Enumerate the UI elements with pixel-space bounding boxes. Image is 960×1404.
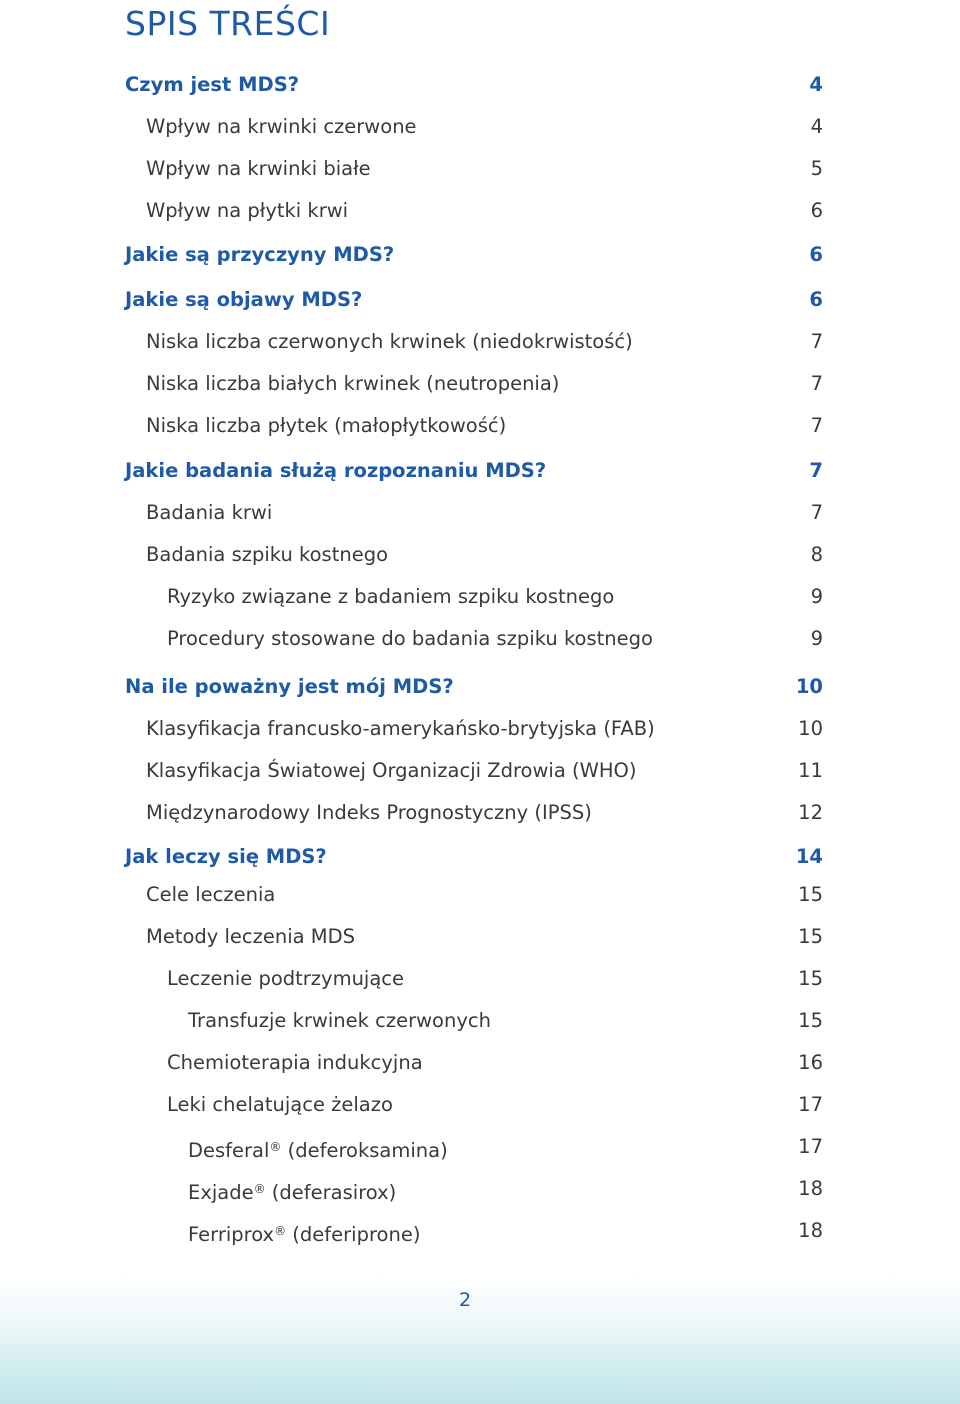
toc-entry[interactable]: [0, 842, 960, 872]
toc-entry-title-text: Metody leczenia MDS: [146, 925, 356, 948]
toc-entry-title: [167, 624, 653, 654]
toc-entry-page-number: 12: [798, 801, 823, 824]
toc-entry-title-text: Leki chelatujące żelazo: [167, 1093, 393, 1116]
toc-entry-title: [167, 1090, 393, 1120]
toc-entry-title-text: Cele leczenia: [146, 883, 276, 906]
toc-entry-title: [125, 456, 546, 486]
toc-entry-title: [188, 1174, 396, 1208]
page-title: SPIS TREŚCI: [125, 4, 331, 43]
toc-entry-title-text: Badania krwi: [146, 501, 273, 524]
toc-entry-page-number: 4: [809, 73, 823, 96]
toc-entry-page-number: 18: [798, 1177, 823, 1200]
toc-entry-page-number: 8: [810, 543, 823, 566]
toc-entry-page-number: 17: [798, 1135, 823, 1158]
toc-entry-page-number: 9: [810, 585, 823, 608]
toc-entry-title: [146, 756, 637, 786]
toc-entry-title-text: Jakie są przyczyny MDS?: [125, 243, 395, 266]
toc-entry-title-text: Międzynarodowy Indeks Prognostyczny (IPSS): [146, 801, 592, 824]
toc-entry-title: [146, 540, 388, 570]
toc-entry-title: [125, 285, 362, 315]
toc-entry[interactable]: [0, 964, 960, 994]
toc-entry-title-text: Na ile poważny jest mój MDS?: [125, 675, 454, 698]
toc-entry[interactable]: [0, 196, 960, 226]
toc-entry-page-number: 6: [810, 199, 823, 222]
toc-entry[interactable]: [0, 456, 960, 486]
toc-entry-page-number: 15: [798, 1009, 823, 1032]
toc-entry-title: [188, 1006, 491, 1036]
toc-entry[interactable]: [0, 154, 960, 184]
toc-entry-title-text: Klasyfikacja francusko-amerykańsko-brytyjska (FAB): [146, 717, 655, 740]
toc-entry-page-number: 11: [798, 759, 823, 782]
toc-entry-page-number: 9: [810, 627, 823, 650]
toc-entry-page-number: 6: [809, 243, 823, 266]
toc-entry-title-text: Leczenie podtrzymujące: [167, 967, 405, 990]
toc-entry[interactable]: [0, 582, 960, 612]
registered-trademark-mark: ®: [253, 1182, 266, 1196]
toc-entry-title: [125, 672, 454, 702]
toc-entry-title: [146, 196, 348, 226]
toc-entry-title-text: Jakie są objawy MDS?: [125, 288, 363, 311]
toc-entry-page-number: 7: [810, 501, 823, 524]
toc-entry-title: [146, 714, 655, 744]
toc-entry[interactable]: [0, 1174, 960, 1204]
toc-entry-title: [146, 154, 371, 184]
toc-entry[interactable]: [0, 880, 960, 910]
toc-entry-page-number: 15: [798, 967, 823, 990]
toc-entry-page-number: 14: [795, 845, 823, 868]
toc-entry[interactable]: [0, 672, 960, 702]
toc-entry-page-number: 7: [810, 330, 823, 353]
toc-entry[interactable]: [0, 1006, 960, 1036]
toc-entry-title-suffix: (deferoksamina): [281, 1139, 448, 1162]
toc-entry-title: [146, 327, 633, 357]
toc-entry[interactable]: [0, 285, 960, 315]
toc-entry-title: [146, 369, 559, 399]
toc-entry-page-number: 15: [798, 925, 823, 948]
toc-entry-title: [125, 70, 299, 100]
toc-entry-title: [146, 411, 506, 441]
toc-entry-title-text: Desferal: [188, 1139, 270, 1162]
toc-entry-title: [146, 922, 355, 952]
toc-entry-title-text: Wpływ na krwinki białe: [146, 157, 371, 180]
toc-entry-title-text: Exjade: [188, 1181, 254, 1204]
toc-entry-title-text: Wpływ na krwinki czerwone: [146, 115, 417, 138]
toc-entry-title: [146, 112, 417, 142]
toc-entry-page-number: 7: [810, 372, 823, 395]
toc-entry-page-number: 16: [798, 1051, 823, 1074]
toc-entry[interactable]: [0, 369, 960, 399]
toc-entry-title-text: Jak leczy się MDS?: [125, 845, 327, 868]
toc-entry[interactable]: [0, 327, 960, 357]
toc-entry-title-text: Klasyfikacja Światowej Organizacji Zdrowia (WHO): [146, 759, 637, 782]
toc-entry-title-text: Ryzyko związane z badaniem szpiku kostnego: [167, 585, 615, 608]
toc-entry[interactable]: [0, 1216, 960, 1246]
toc-entry-page-number: 18: [798, 1219, 823, 1242]
toc-entry[interactable]: [0, 922, 960, 952]
toc-entry-title-suffix: (deferasirox): [265, 1181, 397, 1204]
registered-trademark-mark: ®: [269, 1140, 282, 1154]
toc-entry[interactable]: [0, 411, 960, 441]
toc-entry[interactable]: [0, 798, 960, 828]
toc-entry-title: [167, 582, 614, 612]
toc-entry-title: [125, 842, 327, 872]
toc-entry-title-text: Niska liczba płytek (małopłytkowość): [146, 414, 507, 437]
toc-entry-title: [167, 1048, 423, 1078]
toc-entry[interactable]: [0, 1048, 960, 1078]
toc-entry-page-number: 17: [798, 1093, 823, 1116]
toc-entry[interactable]: [0, 540, 960, 570]
toc-entry[interactable]: [0, 1132, 960, 1162]
toc-entry-title: [125, 240, 394, 270]
toc-entry[interactable]: [0, 714, 960, 744]
toc-entry-title-text: Procedury stosowane do badania szpiku kostnego: [167, 627, 653, 650]
page-number: 2: [458, 1289, 472, 1311]
registered-trademark-mark: ®: [274, 1224, 287, 1238]
toc-entry-title: [146, 498, 272, 528]
toc-entry-page-number: 10: [795, 675, 823, 698]
toc-entry[interactable]: [0, 624, 960, 654]
toc-entry[interactable]: [0, 1090, 960, 1120]
toc-entry-title-suffix: (deferiprone): [286, 1223, 421, 1246]
toc-entry-title: [188, 1132, 448, 1166]
toc-entry-title: [146, 798, 592, 828]
toc-entry-title-text: Wpływ na płytki krwi: [146, 199, 349, 222]
toc-entry-title-text: Chemioterapia indukcyjna: [167, 1051, 423, 1074]
toc-entry-page-number: 5: [810, 157, 823, 180]
toc-entry-page-number: 6: [809, 288, 823, 311]
toc-entry[interactable]: [0, 240, 960, 270]
toc-entry-page-number: 7: [809, 459, 823, 482]
toc-entry-title: [188, 1216, 420, 1250]
toc-entry-page-number: 4: [810, 115, 823, 138]
toc-entry[interactable]: [0, 70, 960, 100]
toc-entry-title-text: Niska liczba czerwonych krwinek (niedokrwistość): [146, 330, 633, 353]
toc-entry-title-text: Niska liczba białych krwinek (neutropenia): [146, 372, 560, 395]
toc-entry-title: [146, 880, 275, 910]
toc-entry-title-text: Transfuzje krwinek czerwonych: [188, 1009, 491, 1032]
toc-entry[interactable]: [0, 498, 960, 528]
toc-entry-page-number: 15: [798, 883, 823, 906]
toc-entry-title-text: Jakie badania służą rozpoznaniu MDS?: [125, 459, 547, 482]
toc-entry-title-text: Badania szpiku kostnego: [146, 543, 389, 566]
toc-entry[interactable]: [0, 756, 960, 786]
toc-entry-page-number: 7: [810, 414, 823, 437]
toc-entry-title: [167, 964, 404, 994]
toc-entry-page-number: 10: [798, 717, 823, 740]
toc-entry-title-text: Ferriprox: [188, 1223, 275, 1246]
toc-entry[interactable]: [0, 112, 960, 142]
toc-entry-title-text: Czym jest MDS?: [125, 73, 300, 96]
